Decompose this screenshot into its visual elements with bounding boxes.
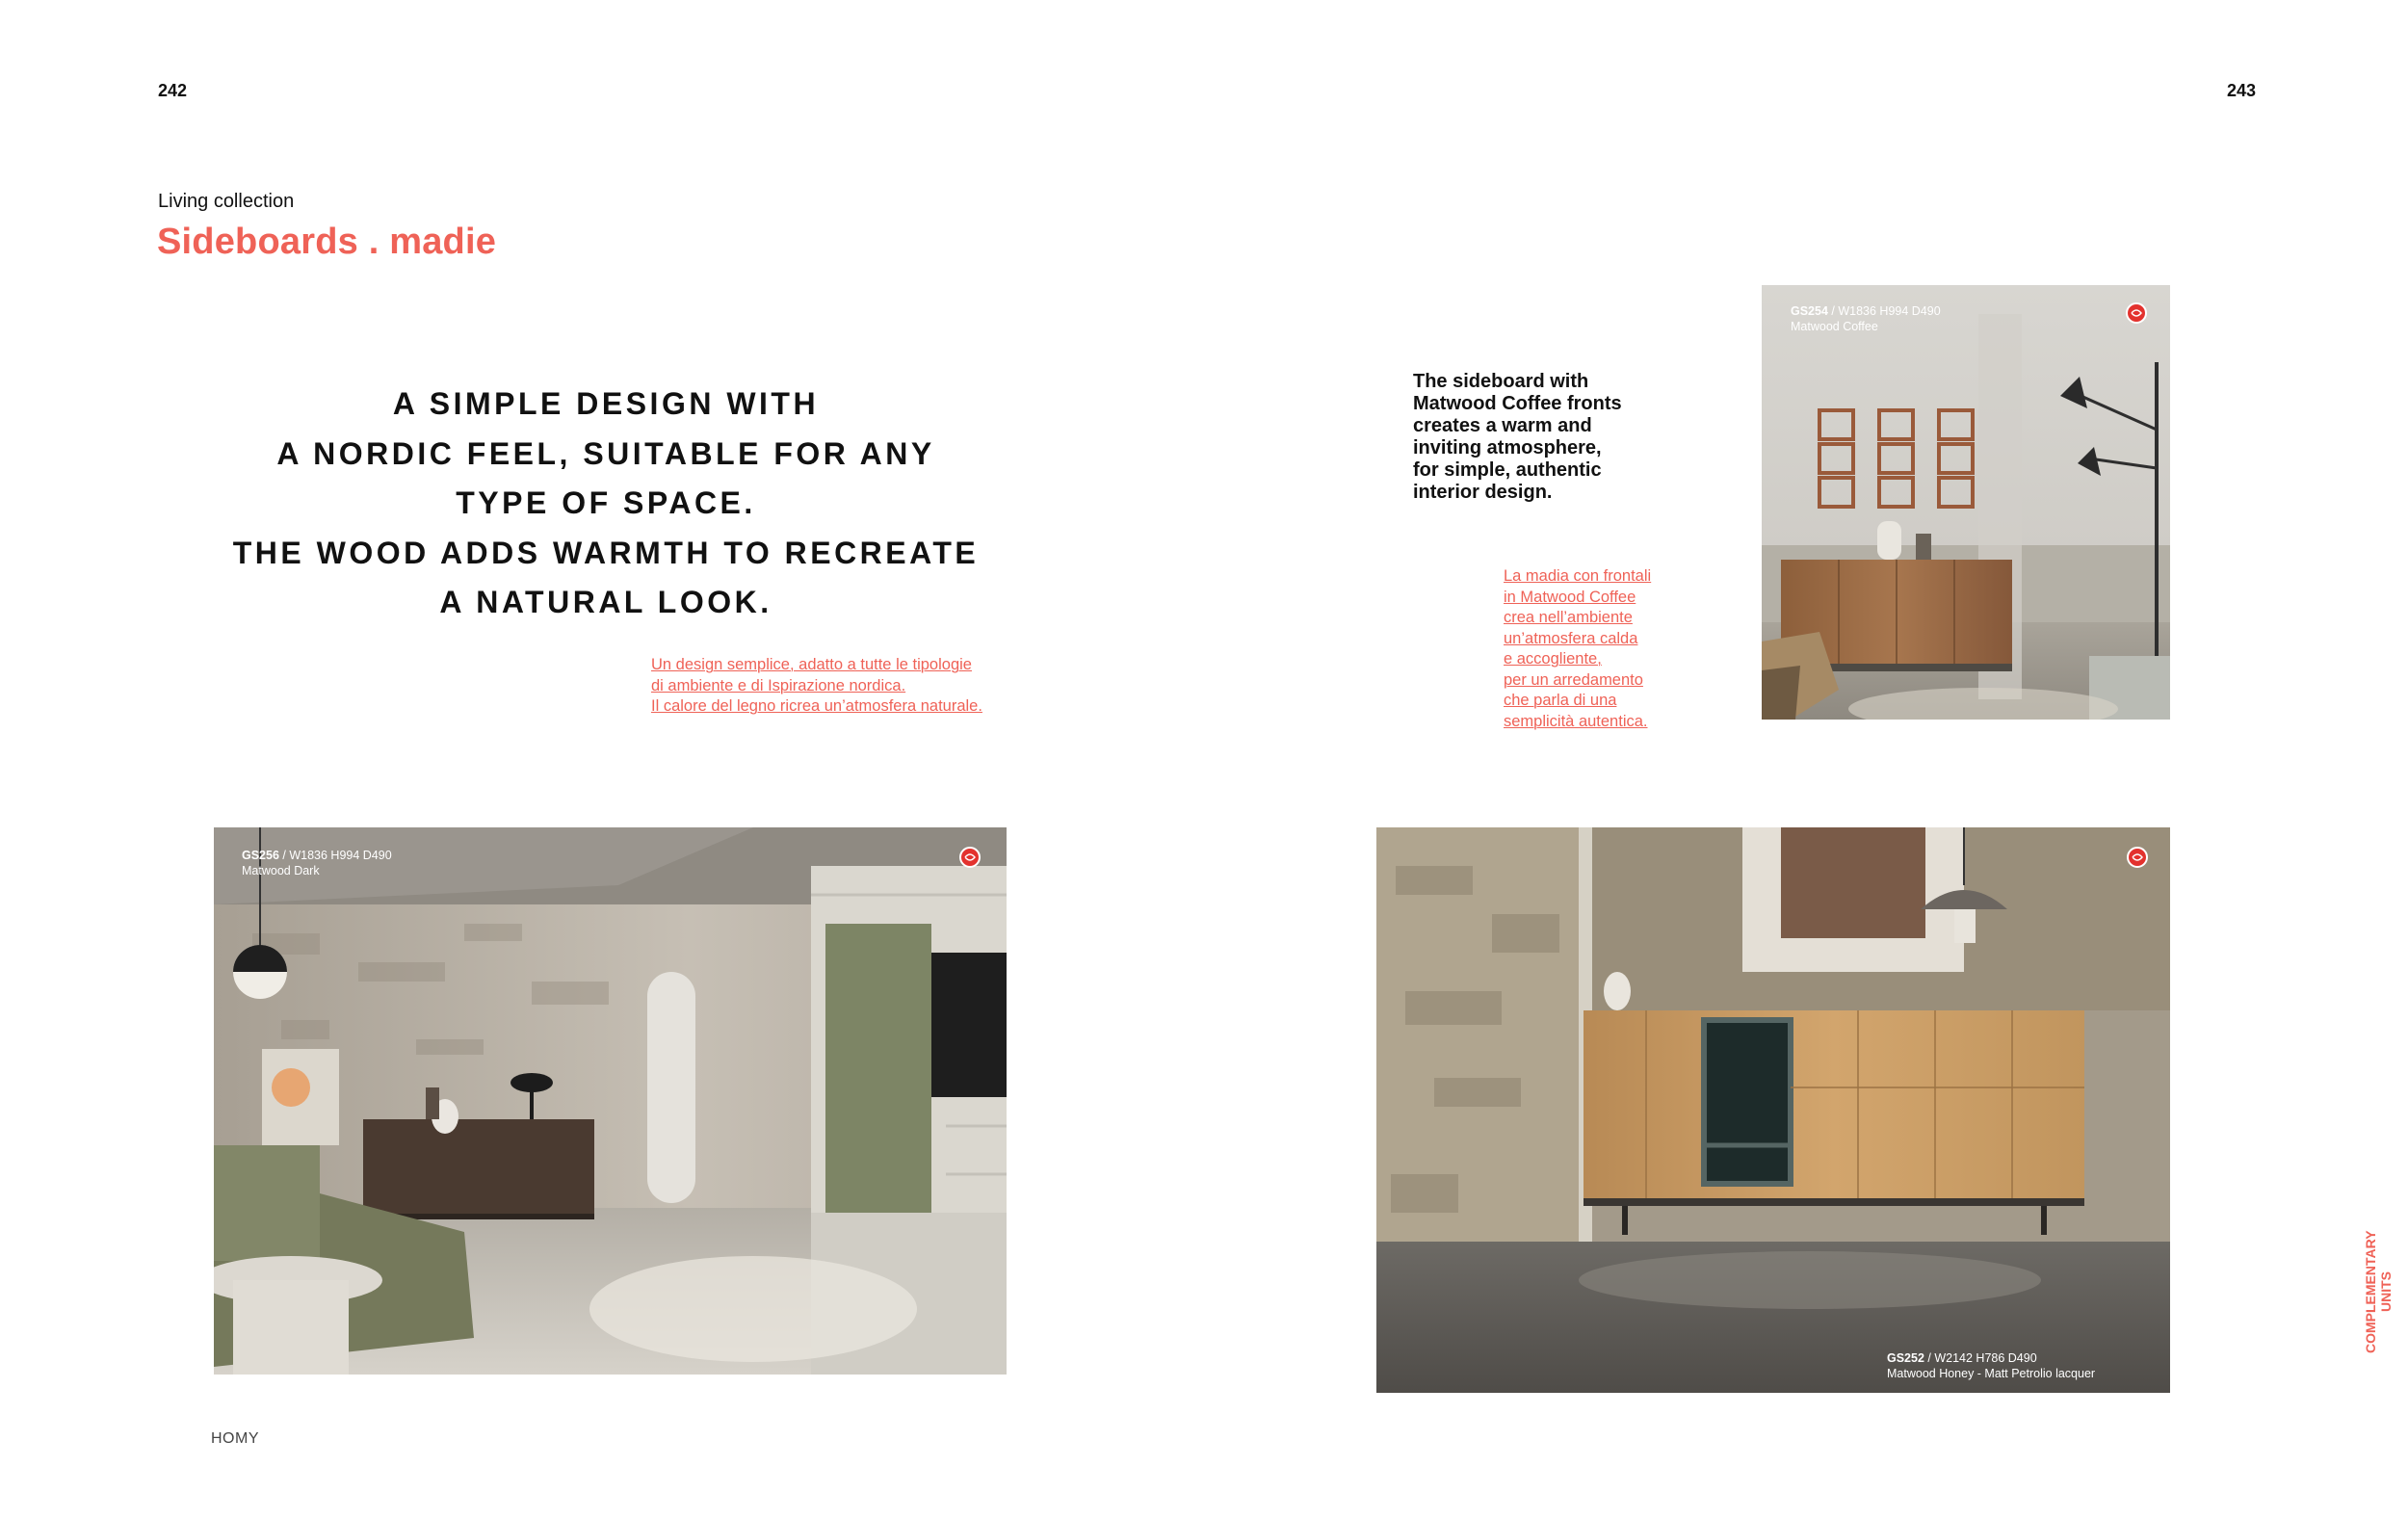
made-in-italy-badge-icon (2126, 302, 2147, 324)
description-italian-line: un’atmosfera calda (1504, 629, 1638, 647)
description-italian-line: semplicità autentica. (1504, 712, 1648, 730)
product-description-italian (1504, 566, 1651, 732)
collection-subtitle: Living collection (158, 191, 295, 212)
tagline-line: TYPE OF SPACE. (456, 485, 756, 520)
photo-gs256-living-room (214, 827, 1007, 1375)
product-description (1413, 371, 1622, 504)
page-title: Sideboards . madie (157, 222, 497, 262)
caption-gs256-dimensions: / W1836 H994 D490 (278, 849, 392, 862)
caption-gs256-finish: Matwood Dark (242, 864, 320, 877)
caption-gs256-code: GS256 (242, 849, 279, 862)
tagline-italian (651, 655, 982, 718)
tagline-italian-line: di ambiente e di Ispirazione nordica. (651, 676, 906, 694)
description-line: for simple, authentic (1413, 459, 1602, 481)
caption-gs254-code: GS254 (1791, 304, 1828, 318)
caption-gs254 (1791, 303, 1941, 334)
tagline-line: A NORDIC FEEL, SUITABLE FOR ANY (276, 435, 935, 471)
caption-gs252-dimensions: / W2142 H786 D490 (1924, 1351, 2037, 1365)
description-italian-line: La madia con frontali (1504, 567, 1652, 585)
caption-gs256 (242, 848, 392, 878)
description-line: The sideboard with (1413, 371, 1589, 392)
caption-gs254-dimensions: / W1836 H994 D490 (1827, 304, 1941, 318)
page-number-left: 242 (158, 81, 188, 100)
brand-logo: HOMY (211, 1430, 259, 1447)
side-tab-line: COMPLEMENTARY (2363, 1230, 2378, 1353)
caption-gs252 (1887, 1350, 2095, 1381)
description-italian-line: e accogliente, (1504, 650, 1602, 668)
caption-gs252-finish: Matwood Honey - Matt Petrolio lacquer (1887, 1367, 2096, 1380)
description-italian-line: in Matwood Coffee (1504, 588, 1636, 606)
description-italian-line: per un arredamento (1504, 670, 1643, 689)
tagline-italian-line: Un design semplice, adatto a tutte le tipologie (651, 656, 972, 673)
section-side-tab[interactable] (2363, 1225, 2394, 1358)
description-line: Matwood Coffee fronts (1413, 393, 1622, 414)
side-tab-line: UNITS (2378, 1271, 2394, 1312)
caption-gs254-finish: Matwood Coffee (1791, 320, 1878, 333)
description-italian-line: crea nell’ambiente (1504, 609, 1633, 626)
tagline-line: A SIMPLE DESIGN WITH (392, 386, 820, 421)
page-number-right: 243 (2227, 81, 2257, 100)
photo-gs252-sideboard (1376, 827, 2170, 1393)
description-line: inviting atmosphere, (1413, 437, 1602, 458)
made-in-italy-badge-icon (959, 847, 981, 868)
tagline (124, 380, 1087, 628)
photo-gs254-sideboard (1762, 285, 2170, 720)
caption-gs252-code: GS252 (1887, 1351, 1924, 1365)
tagline-italian-line: Il calore del legno ricrea un’atmosfera naturale. (651, 697, 982, 715)
tagline-line: A NATURAL LOOK. (439, 585, 772, 619)
tagline-line: THE WOOD ADDS WARMTH TO RECREATE (232, 535, 980, 570)
description-line: interior design. (1413, 482, 1553, 503)
description-italian-line: che parla di una (1504, 692, 1617, 709)
description-line: creates a warm and (1413, 415, 1592, 436)
made-in-italy-badge-icon (2127, 847, 2148, 868)
